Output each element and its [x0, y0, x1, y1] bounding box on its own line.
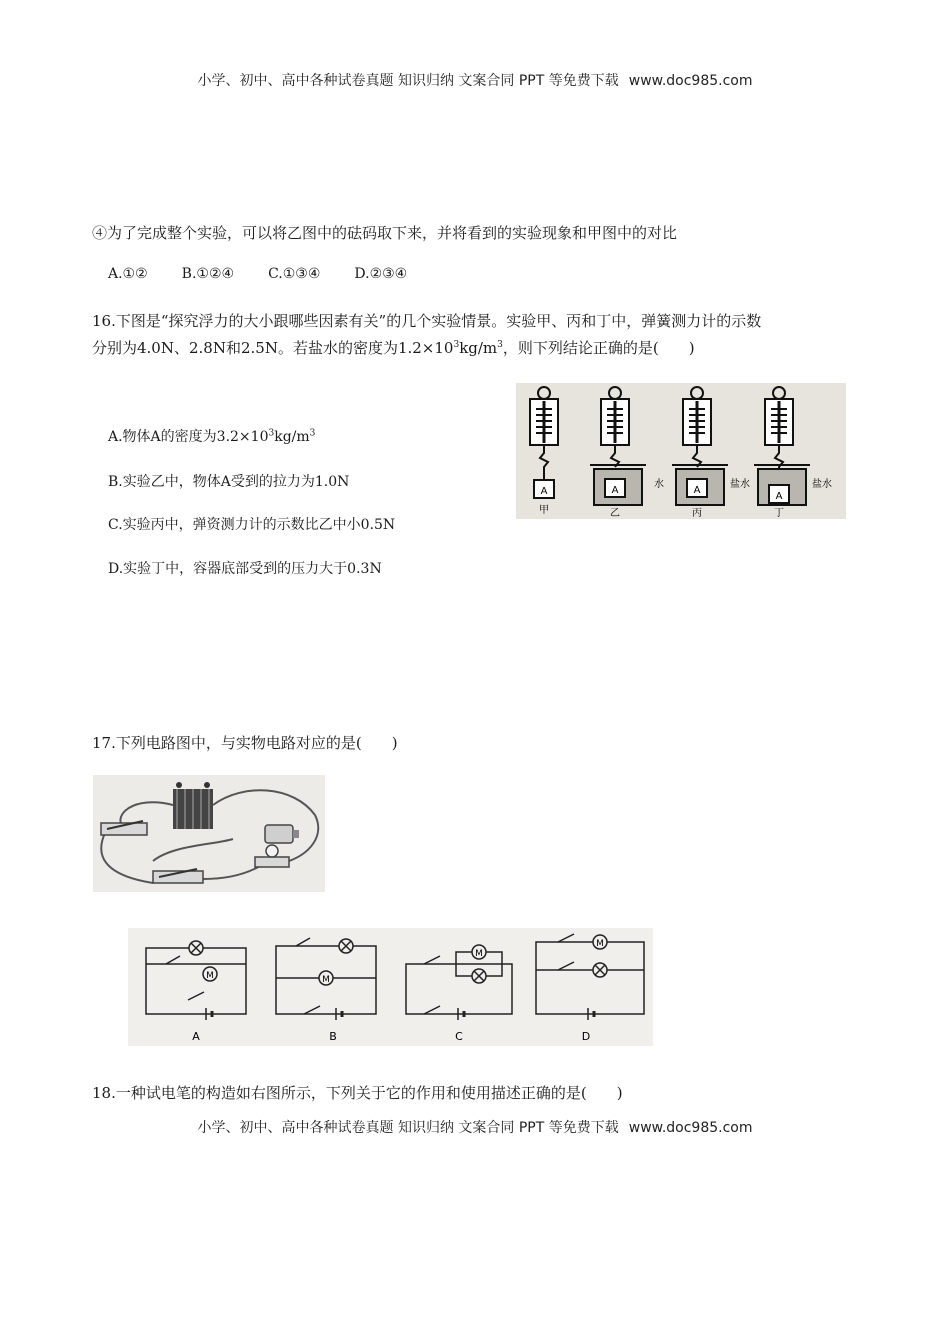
motor: [265, 825, 293, 843]
q16-option-a-exp2: 3: [309, 428, 316, 439]
q18-stem: 18.一种试电笔的构造如右图所示，下列关于它的作用和使用描述正确的是( ): [92, 1084, 623, 1102]
q16-stem-text-a: 分别为4.0N、2.8N和2.5N。若盐水的密度为1.2×10: [92, 339, 454, 357]
header-url[interactable]: www.doc985.com: [628, 73, 753, 89]
caption-b: B: [329, 1030, 337, 1043]
q16-option-a: [108, 426, 315, 446]
q15-options: [108, 266, 441, 282]
caption-d: D: [581, 1030, 591, 1043]
q16-stem-exp: 3: [453, 340, 460, 350]
block-a-label: A: [540, 486, 548, 497]
q17-stem: 17.下列电路图中，与实物电路对应的是( ): [92, 734, 398, 752]
q16-option-a-exp: 3: [268, 428, 275, 439]
battery-terminal: [176, 782, 182, 788]
block-a-label: A: [611, 485, 619, 496]
q15-statement-4: ④为了完成整个实验，可以将乙图中的砝码取下来，并将看到的实验现象和甲图中的对比: [92, 224, 678, 242]
header-text: 小学、初中、高中各种试卷真题 知识归纳 文案合同 PPT 等免费下载: [197, 73, 619, 89]
liquid-label-water: 水: [654, 479, 664, 490]
motor-shaft: [293, 830, 299, 838]
caption-a: A: [192, 1030, 200, 1043]
footer-url[interactable]: www.doc985.com: [628, 1120, 753, 1136]
q16-stem-line1: 16.下图是“探究浮力的大小跟哪些因素有关”的几个实验情景。实验甲、丙和丁中，弹簧测力计的示数: [92, 312, 762, 330]
circuit-b-motor-label: M: [322, 975, 330, 985]
q16-option-a-unit: kg/m: [274, 429, 310, 445]
liquid-label-brine: 盐水: [812, 479, 832, 490]
q16-option-c: C.实验丙中，弹资测力计的示数比乙中小0.5N: [108, 517, 396, 533]
q16-stem-text-c: ，则下列结论正确的是( ): [502, 339, 695, 357]
page-footer: [0, 1117, 950, 1137]
battery-terminal: [204, 782, 210, 788]
block-a-label: A: [775, 491, 783, 502]
q16-option-d: D.实验丁中，容器底部受到的压力大于0.3N: [108, 561, 382, 577]
page-header: [0, 70, 950, 90]
q15-option-c: C.①③④: [268, 266, 321, 282]
lamp-bulb: [266, 845, 278, 857]
lamp-holder: [255, 857, 289, 867]
q15-option-b: B.①②④: [181, 266, 235, 282]
circuit-d-motor-label: M: [596, 939, 604, 949]
q16-stem-line2: [92, 337, 695, 358]
q16-stem-exp2: 3: [497, 340, 503, 350]
q16-option-a-text: A.物体A的密度为3.2×10: [108, 429, 269, 445]
q15-option-a: A.①②: [108, 266, 148, 282]
caption-ding: 丁: [774, 508, 784, 519]
liquid-label-brine: 盐水: [730, 479, 750, 490]
figure-background: [128, 928, 653, 1046]
caption-bing: 丙: [692, 508, 702, 519]
circuit-diagrams-figure: [128, 928, 653, 1046]
physical-circuit-photo: [93, 775, 325, 892]
q16-option-b: B.实验乙中，物体A受到的拉力为1.0N: [108, 474, 350, 490]
circuit-c-motor-label: M: [475, 949, 483, 959]
caption-c: C: [455, 1030, 463, 1043]
q15-option-d: D.②③④: [354, 266, 408, 282]
buoyancy-figure: [516, 383, 846, 519]
footer-text: 小学、初中、高中各种试卷真题 知识归纳 文案合同 PPT 等免费下载: [197, 1120, 619, 1136]
caption-yi: 乙: [610, 508, 620, 519]
circuit-a-motor-label: M: [206, 971, 214, 981]
caption-jia: 甲: [539, 505, 549, 516]
q16-stem-text-b: kg/m: [459, 339, 498, 357]
block-a-label: A: [693, 485, 701, 496]
